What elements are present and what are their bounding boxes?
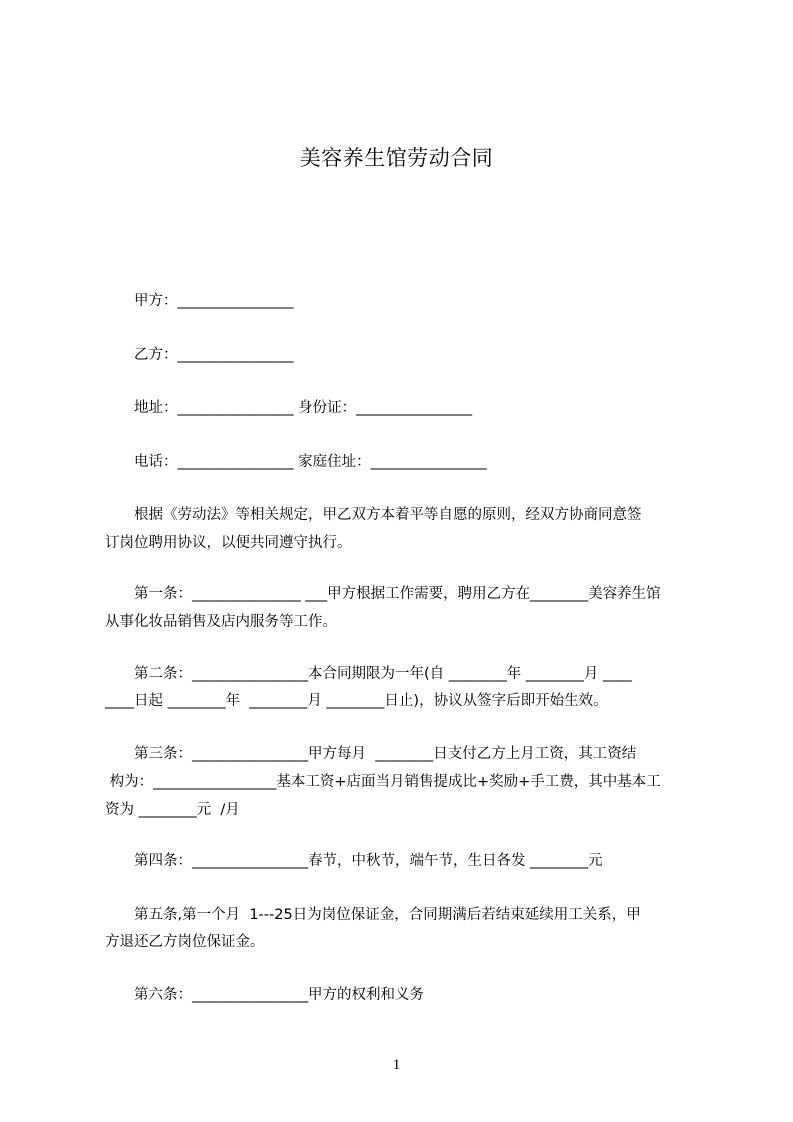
article-2-line-1: 第二条：________________本合同期限为一年(自 ________年 ________月 ____ bbox=[105, 666, 632, 682]
article-3-line-3: 资为 ________元 /月 bbox=[105, 802, 240, 818]
article-5-line-1: 第五条,第一个月 1---25日为岗位保证金，合同期满后若结束延续用工关系，甲 bbox=[105, 907, 641, 923]
article-1-line-1: 第一条：_______________ ___甲方根据工作需要，聘用乙方在________美容养生馆 bbox=[105, 586, 661, 602]
preamble-line-2: 订岗位聘用协议，以便共同遵守执行。 bbox=[105, 535, 352, 551]
document-title: 美容养生馆劳动合同 bbox=[299, 146, 494, 170]
article-6-line: 第六条：________________甲方的权利和义务 bbox=[105, 987, 424, 1003]
phone-home-line: 电话：________________ 家庭住址：________________ bbox=[105, 454, 487, 470]
article-4-line: 第四条：________________春节，中秋节，端午节，生日各发 ________元 bbox=[105, 853, 603, 869]
article-1-line-2: 从事化妆品销售及店内服务等工作。 bbox=[105, 614, 337, 630]
address-id-line: 地址：________________ 身份证：________________ bbox=[105, 400, 473, 416]
article-5-line-2: 方退还乙方岗位保证金。 bbox=[105, 934, 265, 950]
article-2-line-2: ____日起 ________年 ________月 ________日止)，协议从签字后即开始生效。 bbox=[105, 693, 608, 709]
article-3-line-2: 构为：_________________基本工资+店面当月销售提成比+奖励+手工费，其中基本工 bbox=[105, 774, 661, 790]
party-b-line: 乙方：________________ bbox=[105, 347, 294, 363]
page-number: 1 bbox=[392, 1057, 401, 1073]
article-3-line-1: 第三条：________________甲方每月 ________日支付乙方上月工资，其工资结 bbox=[105, 746, 637, 762]
party-a-line: 甲方：________________ bbox=[105, 293, 294, 309]
preamble-line-1: 根据《劳动法》等相关规定，甲乙双方本着平等自愿的原则，经双方协商同意签 bbox=[105, 507, 642, 523]
